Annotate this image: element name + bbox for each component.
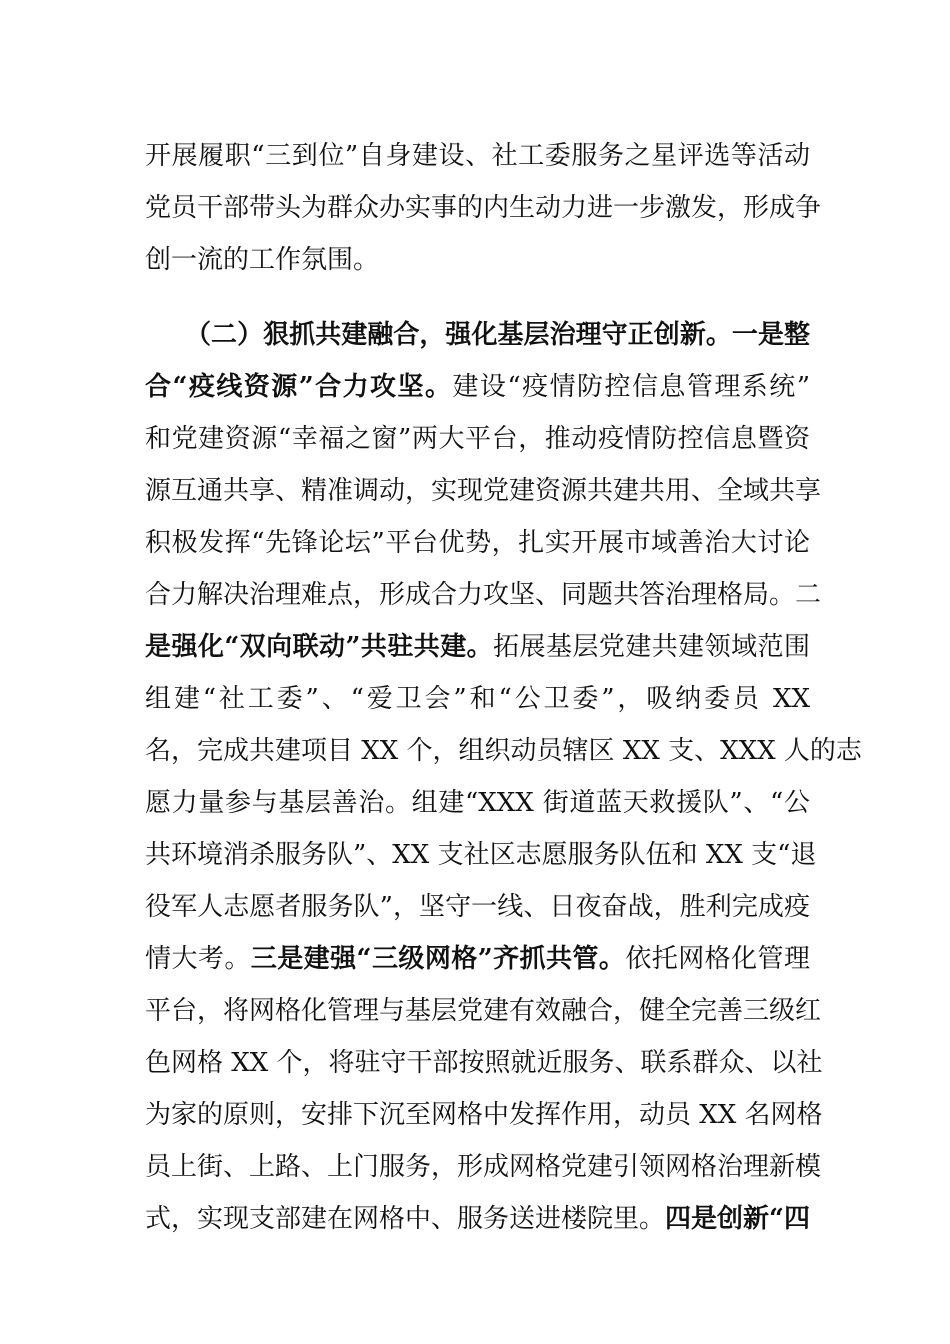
- text-line: 和党建资源“幸福之窗”两大平台，推动疫情防控信息暨资: [145, 424, 810, 454]
- text-line: 源互通共享、精准调动，实现党建资源共建共用、全域共享: [145, 476, 822, 506]
- text-line: 创一流的工作氛围。: [145, 245, 380, 275]
- bold-phrase: 四是创新“四: [665, 1204, 810, 1234]
- paragraph-1: [145, 130, 822, 286]
- text-line: 役军人志愿者服务队”，坚守一线、日夜奋战，胜利完成疫: [145, 892, 810, 922]
- text-span: 式，实现支部建在网格中、服务送进楼院里。: [145, 1204, 666, 1234]
- text-span: 情大考。: [145, 944, 251, 974]
- text-line: 愿力量参与基层善治。组建“XXX 街道蓝天救援队”、“公: [145, 788, 810, 818]
- text-line: 合力解决治理难点，形成合力攻坚、同题共答治理格局。二: [145, 580, 822, 610]
- text-line: 为家的原则，安排下沉至网格中发挥作用，动员 XX 名网格: [145, 1100, 823, 1130]
- text-line: [145, 621, 810, 673]
- bold-phrase: 合“疫线资源”合力攻坚。: [145, 372, 453, 402]
- bold-phrase: 三是建强“三级网格”齐抓共管。: [250, 944, 626, 974]
- section-heading-line: （二）狠抓共建融合，强化基层治理守正创新。一是整: [185, 320, 810, 350]
- text-span: 建设“疫情防控信息管理系统”: [452, 372, 810, 402]
- paragraph-gap: [145, 286, 810, 309]
- text-line: 色网格 XX 个，将驻守干部按照就近服务、联系群众、以社: [145, 1048, 823, 1078]
- text-line: 名，完成共建项目 XX 个，组织动员辖区 XX 支、XXX 人的志: [145, 736, 862, 766]
- text-line: 平台，将网格化管理与基层党建有效融合，健全完善三级红: [145, 996, 822, 1026]
- text-line: 员上街、上路、上门服务，形成网格党建引领网格治理新模: [145, 1152, 822, 1182]
- text-line: 党员干部带头为群众办实事的内生动力进一步激发，形成争: [145, 193, 822, 223]
- text-line: [145, 933, 810, 985]
- text-span: 拓展基层党建共建领域范围: [493, 632, 810, 662]
- text-line: 组建“社工委”、“爱卫会”和“公卫委”，吸纳委员 XX: [145, 684, 810, 714]
- text-line: 积极发挥“先锋论坛”平台优势，扎实开展市域善治大讨论: [145, 528, 810, 558]
- bold-phrase: 是强化“双向联动”共驻共建。: [145, 632, 494, 662]
- text-line: 共环境消杀服务队”、XX 支社区志愿服务队伍和 XX 支“退: [145, 840, 817, 870]
- text-line: 开展履职“三到位”自身建设、社工委服务之星评选等活动: [145, 141, 810, 171]
- text-line: [145, 361, 810, 413]
- text-line: [145, 1193, 810, 1245]
- text-span: 依托网格化管理: [625, 944, 810, 974]
- paragraph-2: [145, 309, 862, 1245]
- document-body: [145, 130, 862, 1245]
